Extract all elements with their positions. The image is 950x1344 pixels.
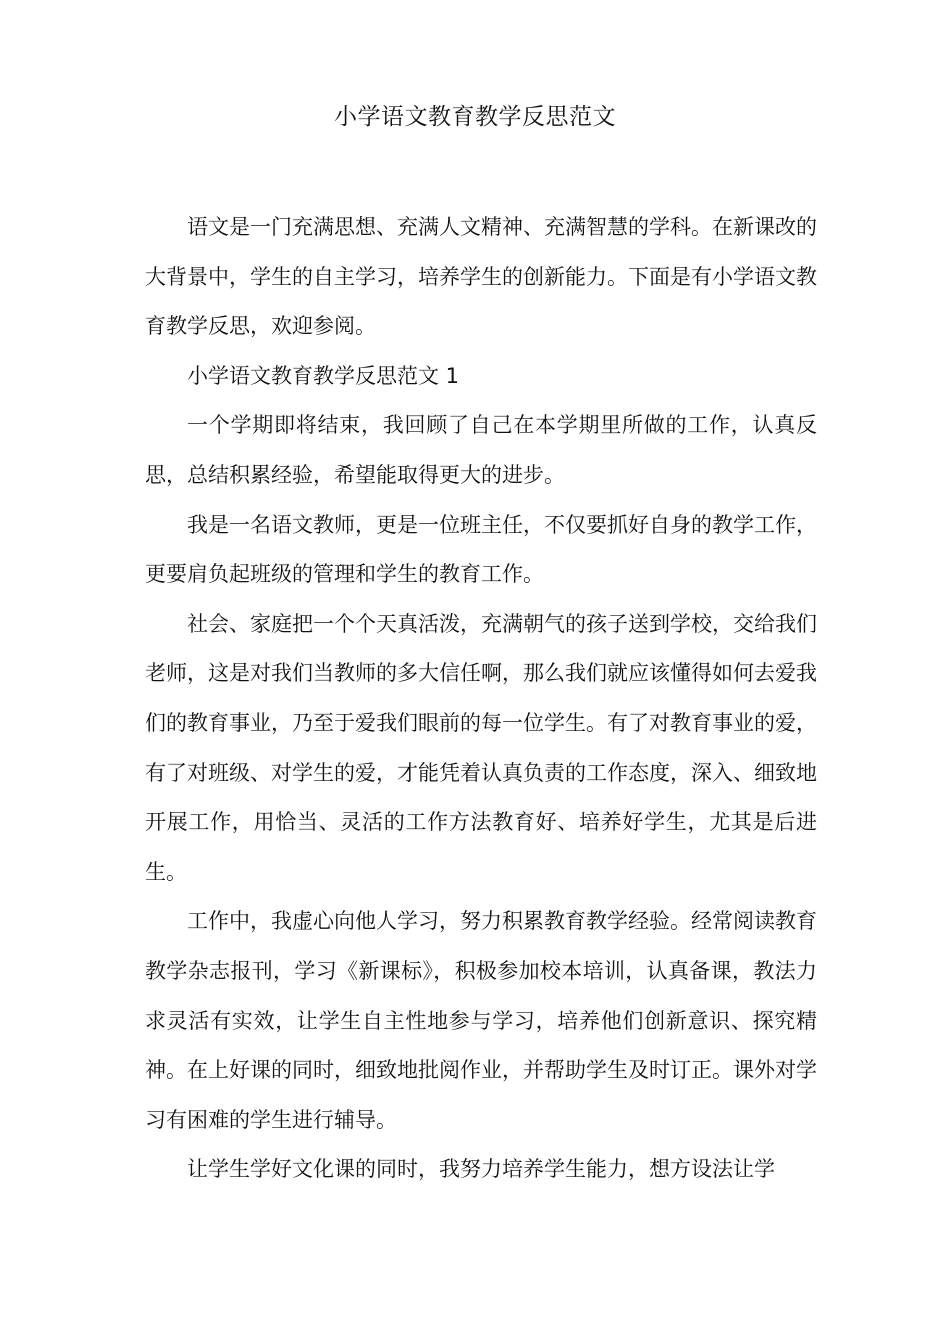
body-paragraph: 让学生学好文化课的同时，我努力培养学生能力，想方设法让学 (187, 1157, 775, 1182)
body-paragraph: 社会、家庭把一个个天真活泼，充满朝气的孩子送到学校，交给我们老师，这是对我们当教师的多大信任啊，那么我们就应该懂得如何去爱我们的教育事业，乃至于爱我们眼前的每一位学生。有了对教育事业的爱，有了对班级、对学生的爱，才能凭着认真负责的工作态度，深入、细致地开展工作，用恰当、灵活的工作方法教育好、培养好学生，尤其是后进生。 (145, 611, 817, 884)
body-paragraph: 一个学期即将结束，我回顾了自己在本学期里所做的工作，认真反思，总结积累经验，希望能取得更大的进步。 (145, 413, 817, 487)
body-paragraph: 工作中，我虚心向他人学习，努力积累教育教学经验。经常阅读教育教学杂志报刊，学习《新课标》，积极参加校本培训，认真备课，教法力求灵活有实效，让学生自主性地参与学习，培养他们创新意识、探究精神。在上好课的同时，细致地批阅作业，并帮助学生及时订正。课外对学习有困难的学生进行辅导。 (145, 909, 817, 1132)
body-paragraph: 我是一名语文教师，更是一位班主任，不仅要抓好自身的教学工作，更要肩负起班级的管理和学生的教育工作。 (145, 512, 817, 587)
section-heading: 小学语文教育教学反思范文 1 (187, 363, 460, 388)
document-title: 小学语文教育教学反思范文 (334, 104, 616, 130)
document-body (145, 203, 817, 1195)
intro-paragraph: 语文是一门充满思想、充满人文精神、充满智慧的学科。在新课改的大背景中，学生的自主学习，培养学生的创新能力。下面是有小学语文教育教学反思，欢迎参阅。 (145, 215, 817, 339)
